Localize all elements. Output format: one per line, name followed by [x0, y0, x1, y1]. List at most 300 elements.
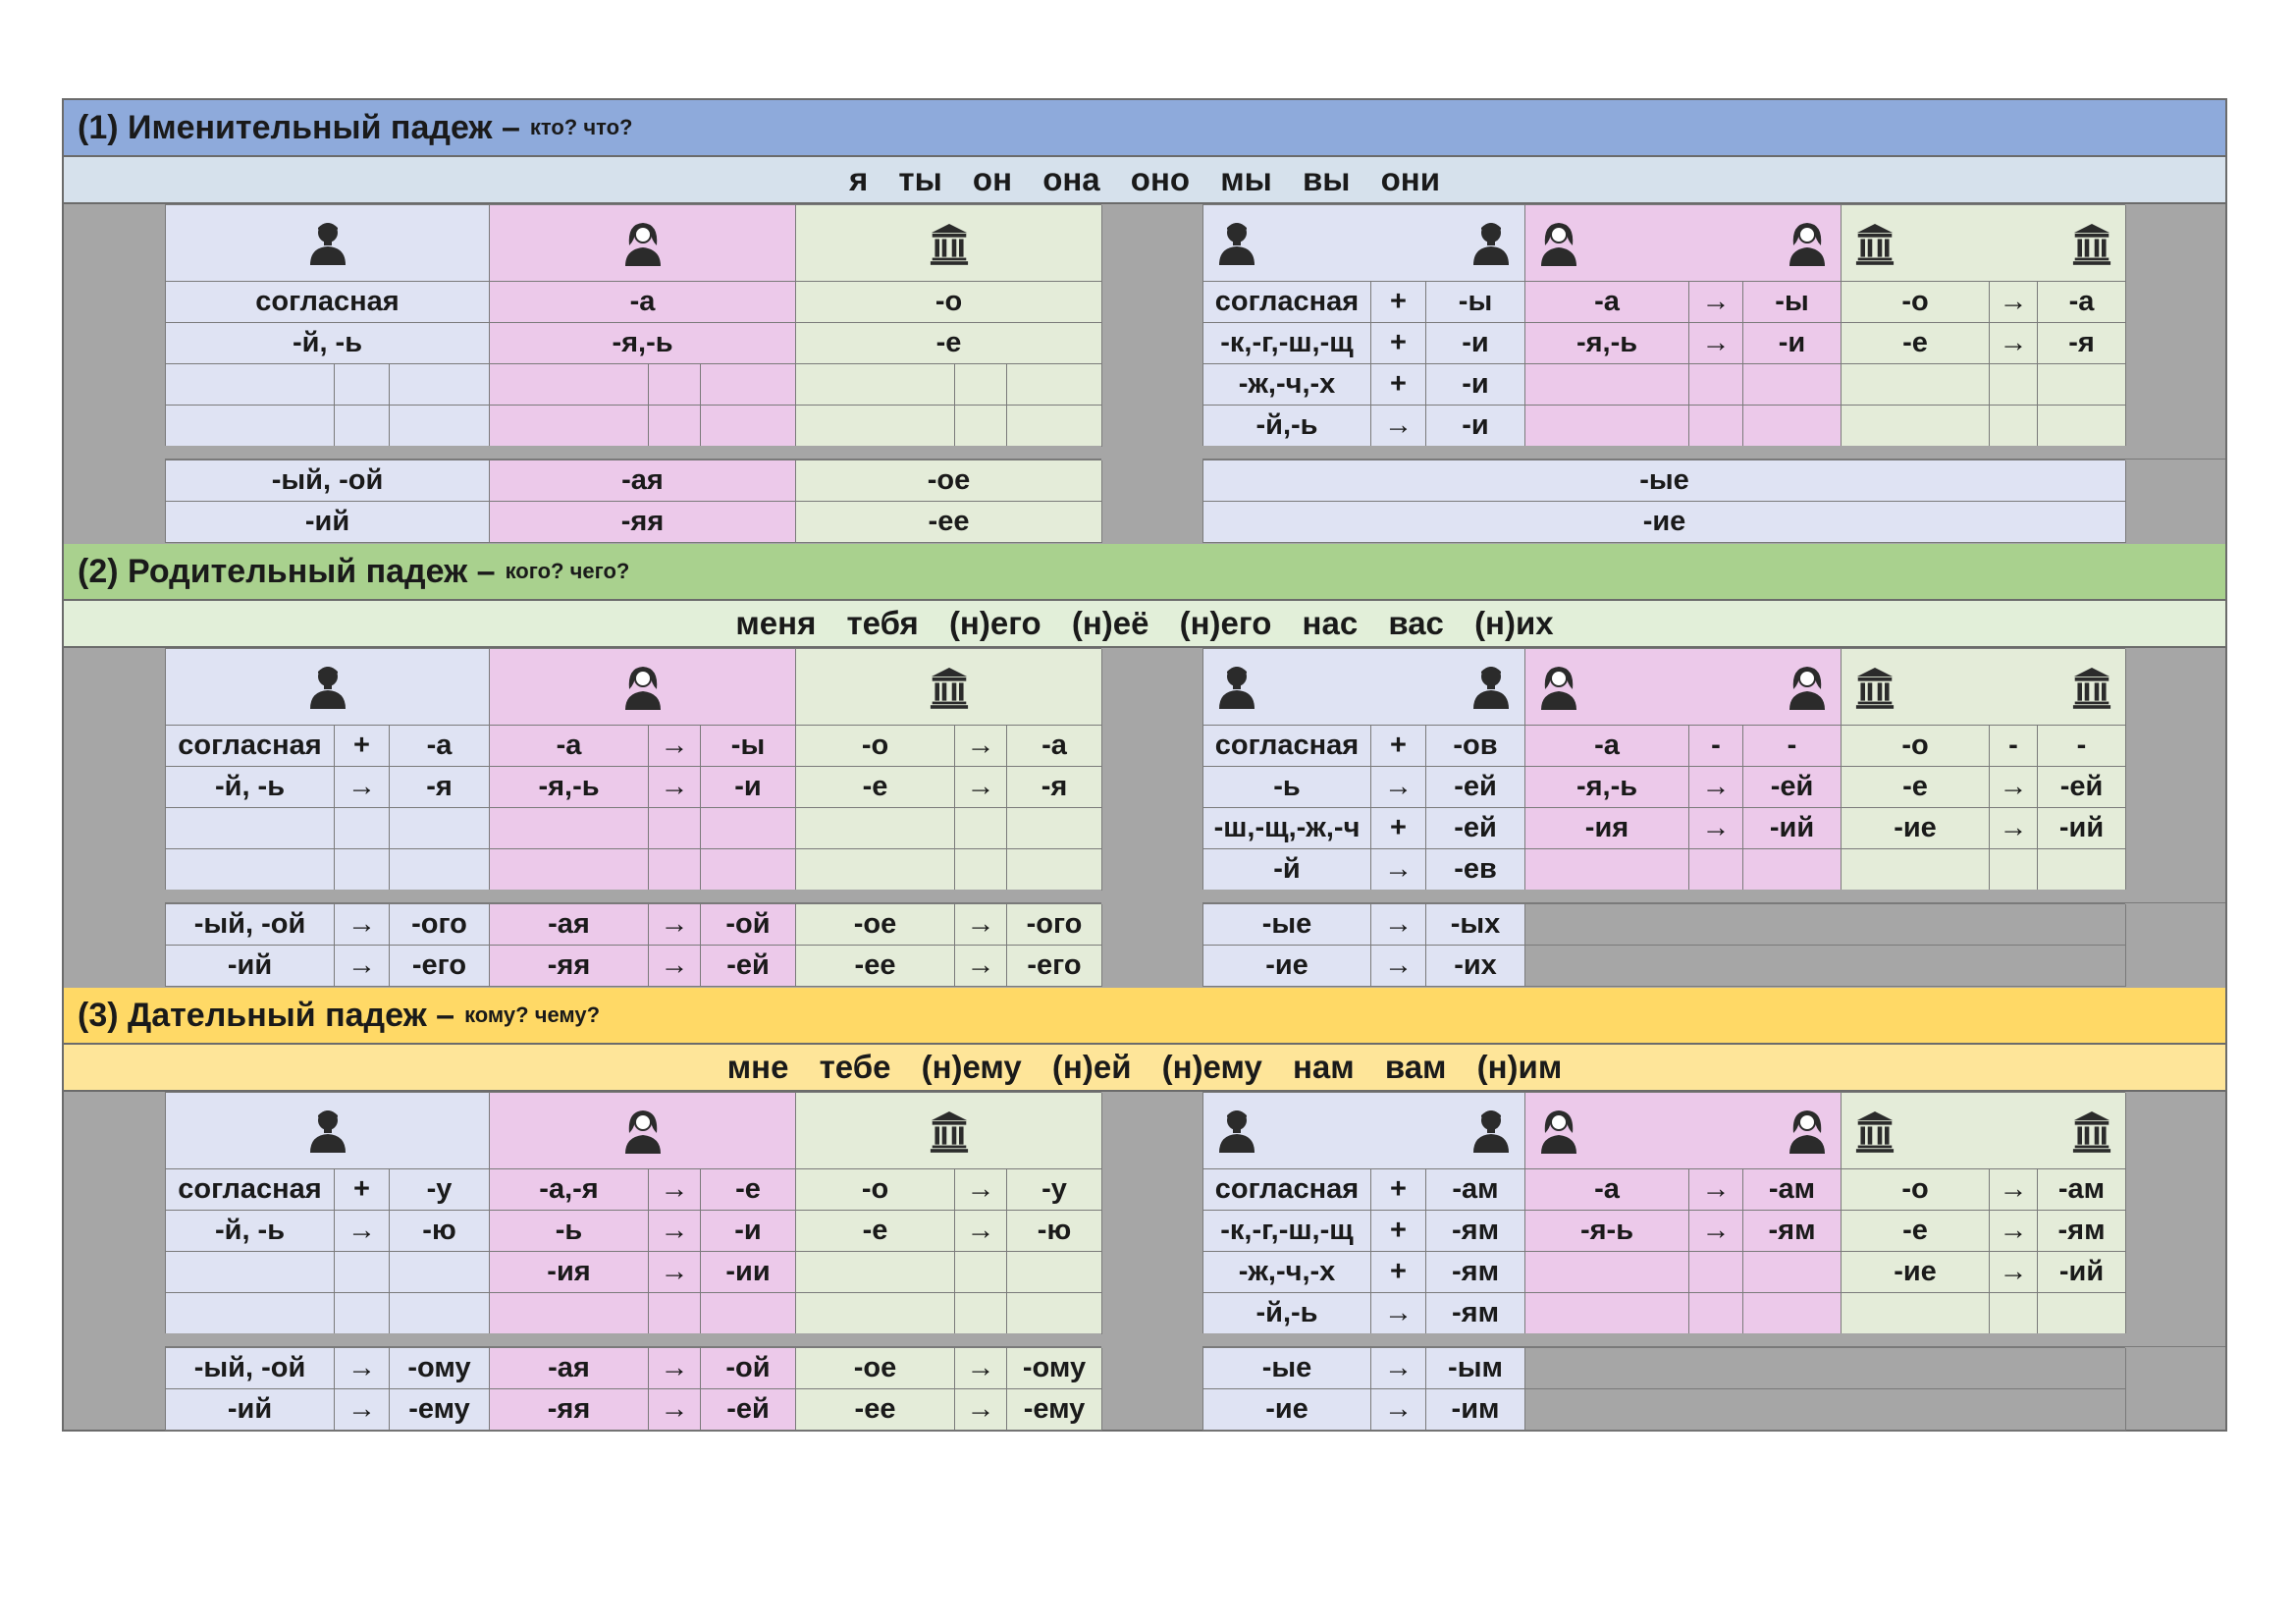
adjective-ending: -ие	[1203, 1389, 1371, 1431]
building-icon	[1855, 664, 1895, 711]
operator-cell	[1990, 406, 2038, 447]
ending-cell	[1842, 406, 1990, 447]
operator-cell: -	[1689, 726, 1743, 767]
ending-cell	[701, 808, 796, 849]
adjective-ending: -ий	[166, 1389, 335, 1431]
ending-cell	[701, 849, 796, 891]
ending-cell: -о	[1842, 726, 1990, 767]
operator-cell: →	[335, 1211, 390, 1252]
operator-cell: →	[1990, 808, 2038, 849]
adjective-ending: -им	[1426, 1389, 1525, 1431]
building-icon	[930, 1108, 969, 1155]
ending-cell: -й, -ь	[166, 323, 490, 364]
ending-cell: -я,-ь	[490, 323, 796, 364]
ending-cell: -е	[1842, 767, 1990, 808]
operator-cell	[335, 364, 390, 406]
left-masc-block	[165, 204, 489, 447]
ending-cell	[1743, 1252, 1842, 1293]
neut-icon-cell	[796, 649, 1102, 726]
adjective-ending: -его	[1007, 946, 1102, 987]
ending-cell: -и	[701, 1211, 796, 1252]
ending-cell: -	[1743, 726, 1842, 767]
ending-cell: -ам	[2038, 1169, 2126, 1211]
operator-cell: →	[649, 767, 701, 808]
operator-cell: +	[335, 726, 390, 767]
operator-cell	[335, 1252, 390, 1293]
ending-cell: -ам	[1743, 1169, 1842, 1211]
adjective-ending: -ему	[1007, 1389, 1102, 1431]
adjective-ending: -ое	[796, 460, 1102, 502]
ending-cell	[2038, 406, 2126, 447]
ending-cell: -я,-ь	[490, 767, 649, 808]
adjective-ending: -ая	[490, 1348, 649, 1389]
ending-cell: -а	[1007, 726, 1102, 767]
ending-cell: -а,-я	[490, 1169, 649, 1211]
ending-cell: -е	[796, 767, 955, 808]
ending-cell: -ы	[1426, 282, 1525, 323]
building-icon	[1855, 220, 1895, 267]
left-fem-block	[489, 1092, 795, 1334]
ending-cell	[796, 406, 955, 447]
ending-cell: -ш,-щ,-ж,-ч	[1203, 808, 1371, 849]
ending-cell: -и	[1426, 323, 1525, 364]
neut-icon-cell	[1842, 1093, 2126, 1169]
ending-cell: -я	[2038, 323, 2126, 364]
ending-cell: -ии	[701, 1252, 796, 1293]
ending-cell	[390, 808, 490, 849]
operator-cell: →	[335, 904, 390, 946]
ending-cell	[1743, 1293, 1842, 1334]
fem-icon-cell	[490, 205, 796, 282]
man-icon	[308, 664, 347, 711]
operator-cell: →	[955, 1211, 1007, 1252]
fem-icon-cell	[1525, 205, 1842, 282]
ending-cell	[1842, 1293, 1990, 1334]
man-icon	[1217, 664, 1256, 711]
right-neut-block	[1841, 1092, 2125, 1334]
ending-cell: -ы	[1743, 282, 1842, 323]
ending-cell: -ь	[1203, 767, 1371, 808]
ending-cell	[490, 406, 649, 447]
operator-cell: →	[649, 1169, 701, 1211]
ending-cell: -ие	[1842, 1252, 1990, 1293]
ending-cell	[796, 364, 955, 406]
operator-cell: →	[1371, 904, 1426, 946]
fem-icon-cell	[1525, 1093, 1842, 1169]
ending-cell	[796, 849, 955, 891]
ending-cell: -я-ь	[1525, 1211, 1689, 1252]
ending-cell	[1743, 406, 1842, 447]
left-neut-block	[795, 204, 1101, 447]
operator-cell: +	[335, 1169, 390, 1211]
operator-cell: →	[1990, 1252, 2038, 1293]
neut-icon-cell	[1842, 649, 2126, 726]
empty-cell	[1525, 1389, 2126, 1431]
woman-icon	[1788, 1108, 1827, 1155]
operator-cell: →	[1689, 767, 1743, 808]
ending-cell: -й, -ь	[166, 767, 335, 808]
adjective-ending: -его	[390, 946, 490, 987]
operator-cell: →	[649, 946, 701, 987]
right-fem-block	[1524, 1092, 1841, 1334]
adjective-ending: -ая	[490, 460, 796, 502]
ending-cell	[390, 1293, 490, 1334]
man-icon	[1471, 220, 1511, 267]
neut-icon-cell	[1842, 205, 2126, 282]
ending-cell: -о	[796, 726, 955, 767]
masc-icon-cell	[166, 649, 490, 726]
operator-cell	[1689, 1293, 1743, 1334]
operator-cell: →	[955, 767, 1007, 808]
building-icon	[930, 220, 969, 267]
operator-cell: +	[1371, 726, 1426, 767]
adjective-ending: -ие	[1203, 502, 2126, 543]
case-question: кто? что?	[529, 115, 633, 139]
ending-cell: согласная	[1203, 726, 1371, 767]
operator-cell	[335, 1293, 390, 1334]
adjective-ending: -ого	[1007, 904, 1102, 946]
pronoun-row: меня тебя (н)его (н)её (н)его нас вас (н)их	[64, 601, 2225, 648]
ending-cell: -ам	[1426, 1169, 1525, 1211]
ending-cell: -ям	[1426, 1211, 1525, 1252]
ending-cell	[1842, 364, 1990, 406]
ending-cell	[390, 849, 490, 891]
ending-cell	[166, 406, 335, 447]
neut-icon-cell	[796, 1093, 1102, 1169]
ending-cell	[701, 364, 796, 406]
adjective-ending: -их	[1426, 946, 1525, 987]
case-banner	[64, 100, 2225, 157]
pronoun-row: мне тебе (н)ему (н)ей (н)ему нам вам (н)им	[64, 1045, 2225, 1092]
ending-cell: -е	[796, 1211, 955, 1252]
case-banner	[64, 544, 2225, 601]
ending-cell: -ям	[1426, 1252, 1525, 1293]
adjective-ending: -ым	[1426, 1348, 1525, 1389]
right-masc-block	[1202, 648, 1524, 891]
ending-cell: -и	[1743, 323, 1842, 364]
building-icon	[930, 664, 969, 711]
operator-cell	[1689, 364, 1743, 406]
adjective-ending: -ий	[166, 946, 335, 987]
fem-icon-cell	[1525, 649, 1842, 726]
ending-cell: -	[2038, 726, 2126, 767]
separator	[165, 1333, 1101, 1347]
ending-cell: -ж,-ч,-х	[1203, 364, 1371, 406]
adjective-ending: -ое	[796, 904, 955, 946]
right-adjective-block	[1202, 460, 2125, 543]
ending-cell: -о	[1842, 282, 1990, 323]
operator-cell: +	[1371, 282, 1426, 323]
adjective-ending: -ее	[796, 1389, 955, 1431]
ending-cell: -й,-ь	[1203, 406, 1371, 447]
ending-cell	[701, 406, 796, 447]
left-fem-block	[489, 204, 795, 447]
ending-cell	[166, 1293, 335, 1334]
building-icon	[2072, 220, 2111, 267]
building-icon	[2072, 1108, 2111, 1155]
operator-cell: →	[649, 726, 701, 767]
right-fem-block	[1524, 648, 1841, 891]
adjective-ending: -ые	[1203, 460, 2126, 502]
operator-cell	[335, 406, 390, 447]
ending-cell	[490, 1293, 649, 1334]
ending-cell: -е	[1842, 1211, 1990, 1252]
operator-cell: →	[1371, 1348, 1426, 1389]
adjective-ending: -ее	[796, 946, 955, 987]
ending-cell: согласная	[166, 282, 490, 323]
operator-cell: +	[1371, 1169, 1426, 1211]
operator-cell: →	[1371, 946, 1426, 987]
ending-cell: -к,-г,-ш,-щ	[1203, 323, 1371, 364]
adjective-ending: -ому	[1007, 1348, 1102, 1389]
ending-cell	[390, 1252, 490, 1293]
ending-cell	[1525, 1252, 1689, 1293]
ending-cell	[796, 1293, 955, 1334]
ending-cell	[1743, 364, 1842, 406]
ending-cell	[1007, 406, 1102, 447]
ending-cell	[1007, 808, 1102, 849]
adjective-ending: -ей	[701, 946, 796, 987]
operator-cell	[955, 1293, 1007, 1334]
ending-cell	[2038, 849, 2126, 891]
ending-cell: согласная	[166, 1169, 335, 1211]
adjective-ending: -ая	[490, 904, 649, 946]
operator-cell	[955, 849, 1007, 891]
ending-cell	[701, 1293, 796, 1334]
right-neut-block	[1841, 648, 2125, 891]
ending-cell: -а	[1525, 726, 1689, 767]
operator-cell: +	[1371, 1252, 1426, 1293]
adjective-ending: -ое	[796, 1348, 955, 1389]
ending-cell: -й,-ь	[1203, 1293, 1371, 1334]
operator-cell: →	[335, 1348, 390, 1389]
ending-cell: -к,-г,-ш,-щ	[1203, 1211, 1371, 1252]
ending-cell: -о	[796, 282, 1102, 323]
operator-cell: →	[1990, 767, 2038, 808]
masc-icon-cell	[166, 205, 490, 282]
separator	[1202, 446, 2225, 460]
ending-cell	[1525, 849, 1689, 891]
operator-cell	[955, 406, 1007, 447]
ending-cell: -и	[1426, 364, 1525, 406]
ending-cell: -а	[490, 726, 649, 767]
woman-icon	[623, 220, 663, 267]
empty-cell	[1525, 946, 2126, 987]
adjective-ending: -ый, -ой	[166, 904, 335, 946]
ending-cell	[1007, 849, 1102, 891]
ending-cell	[1007, 364, 1102, 406]
adjective-ending: -ый, -ой	[166, 1348, 335, 1389]
operator-cell: →	[955, 1348, 1007, 1389]
empty-gray-block	[1524, 903, 2125, 987]
ending-cell: -ю	[1007, 1211, 1102, 1252]
fem-icon-cell	[490, 1093, 796, 1169]
operator-cell	[955, 364, 1007, 406]
ending-cell: -о	[1842, 1169, 1990, 1211]
ending-cell	[166, 849, 335, 891]
left-adjective-block	[165, 903, 1101, 987]
operator-cell: →	[1990, 323, 2038, 364]
ending-cell	[1007, 1293, 1102, 1334]
ending-cell: -ы	[701, 726, 796, 767]
operator-cell: →	[955, 1389, 1007, 1431]
operator-cell	[1990, 849, 2038, 891]
ending-cell: -й, -ь	[166, 1211, 335, 1252]
ending-cell: -ия	[1525, 808, 1689, 849]
ending-cell: -у	[390, 1169, 490, 1211]
operator-cell	[649, 849, 701, 891]
ending-cell	[490, 849, 649, 891]
ending-cell: -ям	[1743, 1211, 1842, 1252]
operator-cell: →	[335, 1389, 390, 1431]
operator-cell	[1689, 406, 1743, 447]
case-title: (1) Именительный падеж –	[78, 108, 520, 146]
operator-cell: →	[649, 1389, 701, 1431]
ending-cell: -ей	[1426, 767, 1525, 808]
operator-cell	[1689, 849, 1743, 891]
woman-icon	[1539, 220, 1578, 267]
ending-cell: -о	[796, 1169, 955, 1211]
masc-icon-cell	[1203, 205, 1525, 282]
operator-cell: →	[335, 946, 390, 987]
ending-cell: -ий	[2038, 1252, 2126, 1293]
ending-cell: согласная	[1203, 282, 1371, 323]
fem-icon-cell	[490, 649, 796, 726]
operator-cell: →	[955, 726, 1007, 767]
right-adjective-block	[1202, 1347, 1524, 1431]
operator-cell	[1689, 1252, 1743, 1293]
operator-cell: →	[955, 1169, 1007, 1211]
ending-cell	[1007, 1252, 1102, 1293]
right-masc-block	[1202, 1092, 1524, 1334]
ending-cell	[390, 364, 490, 406]
empty-gray-block	[1524, 1347, 2125, 1431]
adjective-ending: -ому	[390, 1348, 490, 1389]
adjective-ending: -ых	[1426, 904, 1525, 946]
separator	[165, 446, 1101, 460]
left-neut-block	[795, 1092, 1101, 1334]
ending-cell: согласная	[1203, 1169, 1371, 1211]
operator-cell	[335, 849, 390, 891]
operator-cell	[955, 808, 1007, 849]
separator	[1202, 890, 2225, 903]
left-adjective-block	[165, 1347, 1101, 1431]
left-neut-block	[795, 648, 1101, 891]
man-icon	[1471, 664, 1511, 711]
ending-cell: -а	[490, 282, 796, 323]
ending-cell	[166, 808, 335, 849]
neut-icon-cell	[796, 205, 1102, 282]
adjective-ending: -ему	[390, 1389, 490, 1431]
ending-cell: -и	[701, 767, 796, 808]
right-neut-block	[1841, 204, 2125, 447]
operator-cell: -	[1990, 726, 2038, 767]
right-adjective-block	[1202, 903, 1524, 987]
operator-cell	[1990, 1293, 2038, 1334]
ending-cell: -я	[390, 767, 490, 808]
ending-cell	[2038, 364, 2126, 406]
operator-cell	[649, 1293, 701, 1334]
separator	[165, 890, 1101, 903]
ending-cell	[490, 364, 649, 406]
operator-cell	[649, 808, 701, 849]
operator-cell: →	[649, 1252, 701, 1293]
ending-cell: -ие	[1842, 808, 1990, 849]
left-masc-block	[165, 648, 489, 891]
woman-icon	[1539, 664, 1578, 711]
ending-cell: -ей	[1426, 808, 1525, 849]
adjective-ending: -ой	[701, 904, 796, 946]
woman-icon	[1788, 220, 1827, 267]
ending-cell: -й	[1203, 849, 1371, 891]
pronoun-row: я ты он она оно мы вы они	[64, 157, 2225, 204]
masc-icon-cell	[166, 1093, 490, 1169]
operator-cell: →	[1371, 1293, 1426, 1334]
building-icon	[1855, 1108, 1895, 1155]
adjective-ending: -ые	[1203, 904, 1371, 946]
woman-icon	[623, 664, 663, 711]
left-masc-block	[165, 1092, 489, 1334]
operator-cell: →	[1990, 1169, 2038, 1211]
ending-cell	[796, 808, 955, 849]
ending-cell: -и	[1426, 406, 1525, 447]
ending-cell: -а	[1525, 1169, 1689, 1211]
empty-cell	[1525, 904, 2126, 946]
ending-cell: -а	[390, 726, 490, 767]
woman-icon	[1539, 1108, 1578, 1155]
left-adjective-block	[165, 460, 1101, 543]
right-fem-block	[1524, 204, 1841, 447]
operator-cell: →	[649, 1348, 701, 1389]
operator-cell: →	[955, 946, 1007, 987]
operator-cell: →	[649, 1211, 701, 1252]
ending-cell: -е	[1842, 323, 1990, 364]
man-icon	[1471, 1108, 1511, 1155]
operator-cell	[649, 406, 701, 447]
adjective-ending: -яя	[490, 1389, 649, 1431]
operator-cell	[335, 808, 390, 849]
right-masc-block	[1202, 204, 1524, 447]
ending-cell: -ий	[2038, 808, 2126, 849]
ending-cell: -ям	[2038, 1211, 2126, 1252]
adjective-ending: -ый, -ой	[166, 460, 490, 502]
adjective-ending: -яя	[490, 502, 796, 543]
ending-cell: -ия	[490, 1252, 649, 1293]
operator-cell: →	[1371, 767, 1426, 808]
operator-cell: →	[1990, 1211, 2038, 1252]
man-icon	[1217, 1108, 1256, 1155]
ending-cell: -я,-ь	[1525, 323, 1689, 364]
ending-cell: -ям	[1426, 1293, 1525, 1334]
ending-cell	[166, 1252, 335, 1293]
ending-cell: -ов	[1426, 726, 1525, 767]
ending-cell: -ей	[2038, 767, 2126, 808]
ending-cell	[1842, 849, 1990, 891]
adjective-ending: -ей	[701, 1389, 796, 1431]
ending-cell: -у	[1007, 1169, 1102, 1211]
operator-cell: +	[1371, 808, 1426, 849]
operator-cell: →	[1371, 406, 1426, 447]
operator-cell: →	[955, 904, 1007, 946]
ending-cell	[1743, 849, 1842, 891]
operator-cell: →	[1689, 1211, 1743, 1252]
ending-cell: согласная	[166, 726, 335, 767]
man-icon	[308, 220, 347, 267]
adjective-ending: -яя	[490, 946, 649, 987]
ending-cell	[1525, 364, 1689, 406]
woman-icon	[1788, 664, 1827, 711]
case-question: кому? чему?	[464, 1002, 601, 1027]
